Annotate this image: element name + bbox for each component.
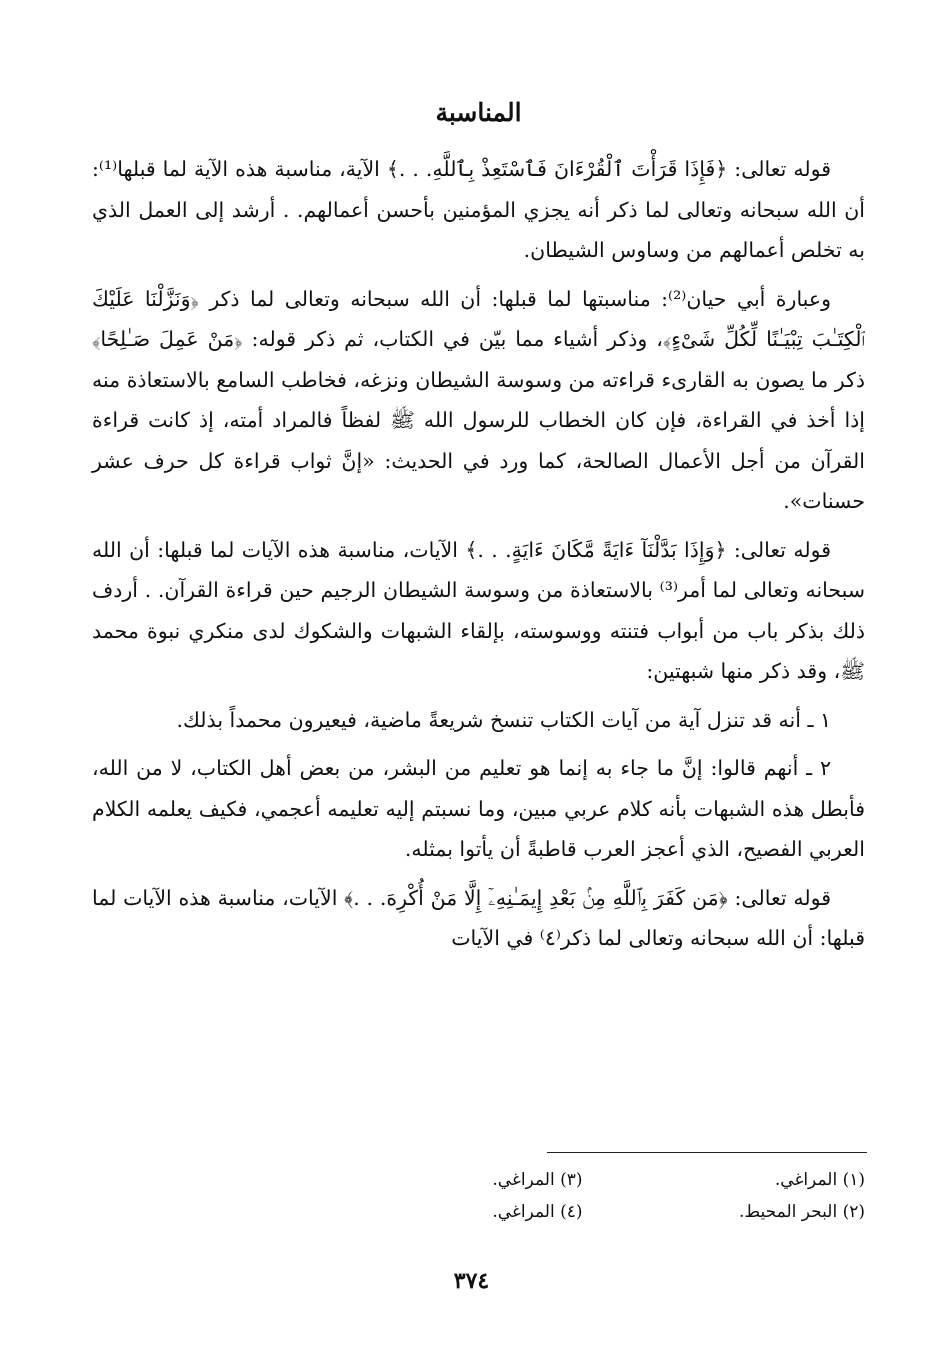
page-title: المناسبة <box>435 98 522 127</box>
footnote-3: (٣) المراغي. <box>492 1170 583 1190</box>
footnotes <box>300 1170 865 1222</box>
paragraph-4: ١ ـ أنه قد تنزل آية من آيات الكتاب تنسخ شريعةً ماضية، فيعيرون محمداً بذلك. <box>176 707 831 732</box>
footnote-divider <box>547 1152 867 1153</box>
footnote-4: (٤) المراغي. <box>492 1202 583 1222</box>
page-number: ٣٧٤ <box>453 1268 490 1294</box>
paragraph-2: وعبارة أبي حيان⁽²⁾: مناسبتها لما قبلها: أن الله سبحانه وتعالى لما ذكر ﴿وَنَزَّلْنَا عَلَيْكَ ٱلْكِتَـٰبَ تِبْيَـٰنًا لِّكُلِّ شَىْءٍ﴾، وذكر أشياء مما بيّن في الكتاب، ثم ذكر قوله: ﴿مَنْ عَمِلَ صَـٰلِحًا﴾ ذكر ما يصون به القارىء قراءته من وسوسة الشيطان ونزغه، فخاطب السامع بالاستعاذة منه إذا أخذ في القراءة، فإن كان الخطاب للرسول الله ﷺ لفظاً فالمراد أمته، إذ كانت قراءة القرآن من أجل الأعمال الصالحة، كما ورد في الحديث: «إنَّ ثواب قراءة كل حرف عشر حسنات». <box>92 286 865 513</box>
paragraph-3: قوله تعالى: ﴿وَإِذَا بَدَّلْنَآ ءَايَةً مَّكَانَ ءَايَةٍ. . .﴾ الآيات، مناسبة هذه الآيات لما قبلها: أن الله سبحانه وتعالى لما أمر⁽³⁾ بالاستعاذة من وسوسة الشيطان الرجيم حين قراءة القرآن. . أردف ذلك بذكر باب من أبواب فتنته ووسوسته، بإلقاء الشبهات والشكوك لدى منكري نبوة محمد ﷺ، وقد ذكر منها شبهتين: <box>92 537 865 683</box>
paragraph-5: ٢ ـ أنهم قالوا: إنَّ ما جاء به إنما هو تعليم من البشر، من بعض أهل الكتاب، لا من الله، فأبطل هذه الشبهات بأنه كلام عربي مبين، وما نسبتم إليه تعليمه أعجمي، فكيف يعلمه الكلام العربي الفصيح، الذي أعجز العرب قاطبةً أن يأتوا بمثله. <box>92 756 865 861</box>
paragraph-6: قوله تعالى: ﴿مَن كَفَرَ بِٱللَّهِ مِنۢ بَعْدِ إِيمَـٰنِهِۦٓ إِلَّا مَنْ أُكْرِهَ. . .﴾ الآيات، مناسبة هذه الآيات لما قبلها: أن الله سبحانه وتعالى لما ذكر⁽٤⁾ في الآيات <box>92 885 865 950</box>
paragraph-1: قوله تعالى: ﴿فَإِذَا قَرَأْتَ ٱلْقُرْءَانَ فَٱسْتَعِذْ بِٱللَّهِ. . .﴾ الآية، مناسبة هذه الآية لما قبلها⁽¹⁾: أن الله سبحانه وتعالى لما ذكر أنه يجزي المؤمنين بأحسن أعمالهم. . أرشد إلى العمل الذي به تخلص أعمالهم من وساوس الشيطان. <box>92 157 865 262</box>
footnote-1: (١) المراغي. <box>774 1170 865 1190</box>
footnote-2: (٢) البحر المحيط. <box>739 1202 865 1222</box>
